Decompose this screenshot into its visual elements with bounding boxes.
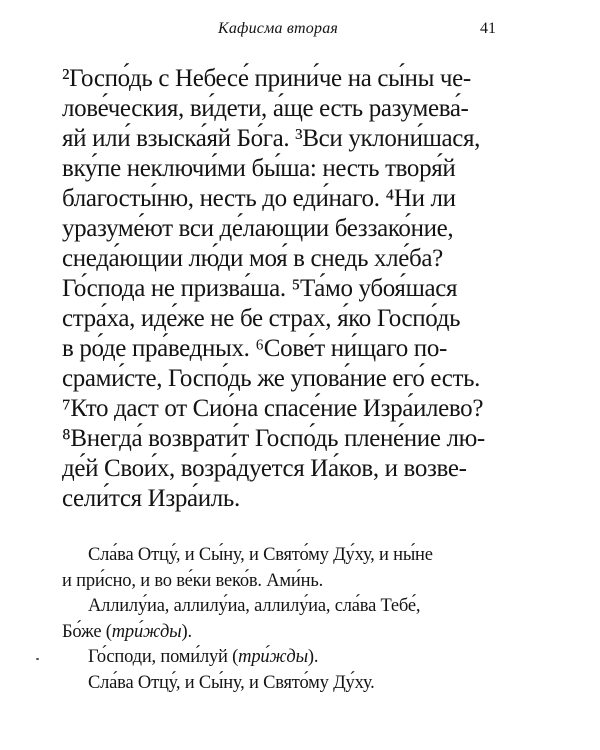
- psalm-line: ⁸Внегда́ возврати́т Госпо́дь плене́ние лю-: [62, 425, 485, 452]
- alleluia-line-1: Аллилу́иа, аллилу́иа, аллилу́иа, сла́ва Тебе́,: [88, 596, 421, 616]
- print-speck: [36, 658, 39, 660]
- psalm-line: срами́сте, Госпо́дь же упова́ние его́ есть.: [62, 365, 481, 392]
- psalm-line: вку́пе неключи́ми бы́ша: несть творя́й: [62, 155, 456, 182]
- psalm-line: благосты́ню, несть до еди́наго. ⁴Ни ли: [62, 185, 456, 212]
- kyrie-line: [62, 645, 502, 671]
- gloria-line-2: и при́сно, и во ве́ки веко́в. Ами́нь.: [62, 570, 323, 591]
- kyrie-close: ).: [307, 647, 319, 667]
- running-head: Кафисма вторая: [218, 20, 339, 37]
- psalm-line: ⁷Кто даст от Сио́на спасе́ние Изра́илево?: [62, 395, 484, 422]
- alleluia-line-2: [62, 620, 502, 646]
- psalm-line: лове́ческия, ви́дети, а́ще есть разумева́-: [62, 95, 469, 122]
- alleluia-text: Бо́же (: [62, 621, 112, 642]
- psalm-line: уразуме́ют вси де́лающии беззако́ние,: [62, 215, 454, 242]
- psalm-line: сели́тся Изра́иль.: [62, 485, 240, 512]
- page-number: 41: [480, 20, 496, 37]
- psalm-line: в ро́де пра́ведных. ⁶Сове́т ни́щаго по-: [62, 335, 447, 362]
- psalm-text: [62, 64, 502, 514]
- psalm-line: снеда́ющии лю́ди моя́ в снедь хле́ба?: [62, 245, 443, 272]
- prayers-section: [62, 543, 502, 696]
- psalm-line: де́й Свои́х, возра́дуется Иа́ков, и возве-: [62, 455, 467, 482]
- psalm-line: стра́ха, иде́же не бе страх, я́ко Госпо́дь: [62, 305, 461, 332]
- gloria-short-line: Сла́ва Отцу́, и Сы́ну, и Свято́му Ду́ху.: [88, 672, 375, 693]
- kyrie-text: Го́споди, поми́луй (: [88, 647, 239, 667]
- gloria-line-1: Сла́ва Отцу́, и Сы́ну, и Свято́му Ду́ху, и ны́не: [88, 545, 433, 565]
- psalm-line: Го́спода не призва́ша. ⁵Та́мо убоя́шася: [62, 275, 458, 302]
- psalm-line: ²Госпо́дь с Небесе́ прини́че на сы́ны че-: [62, 65, 471, 92]
- kyrie-rubric: три́жды: [238, 647, 308, 667]
- alleluia-close: ).: [181, 621, 192, 642]
- psalm-line: яй или́ взыска́яй Бо́га. ³Вси уклони́шася,: [62, 125, 481, 152]
- alleluia-rubric: три́жды: [111, 621, 182, 642]
